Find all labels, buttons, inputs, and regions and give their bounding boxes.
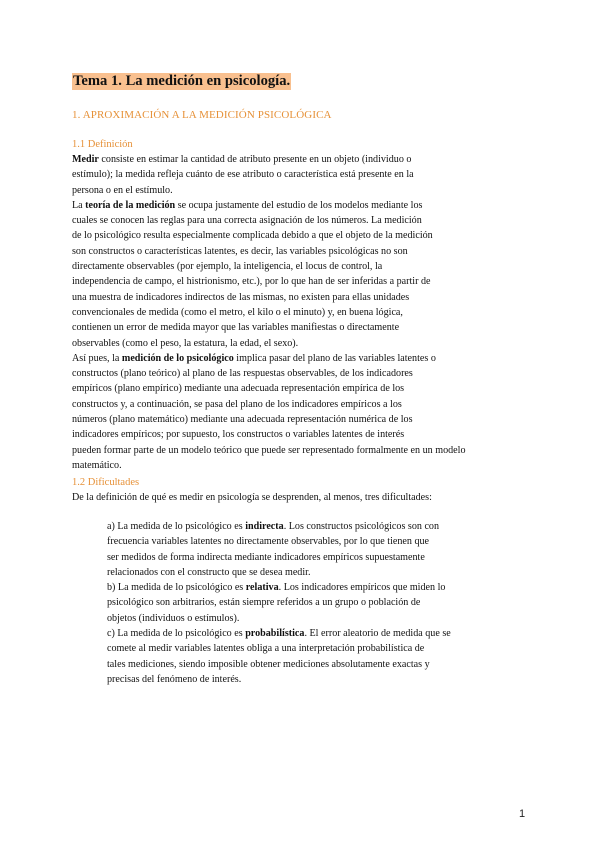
- text-span: implica pasar del plano de las variables latentes o: [233, 352, 436, 364]
- text-line: persona o en el estímulo.: [72, 184, 173, 196]
- text-span: b) La medida de lo psicológico es: [107, 582, 246, 594]
- bold-term: indirecta: [245, 521, 284, 532]
- text-line: ser medidos de forma indirecta mediante indicadores empíricos supuestamente: [107, 551, 425, 563]
- text-span: consiste en estimar la cantidad de atributo presente en un objeto (individuo o: [98, 154, 412, 165]
- text-line: comete al medir variables latentes obliga a una interpretación probabilística de: [107, 643, 425, 655]
- section-heading: 1. APROXIMACIÓN A LA MEDICIÓN PSICOLÓGICA: [72, 109, 332, 121]
- text-line: de lo psicológico resulta especialmente complicada debido a que el objeto de la medición: [72, 230, 433, 242]
- difficulties-intro: [72, 490, 532, 505]
- text-span: . Los indicadores empíricos que miden lo: [278, 582, 446, 594]
- text-line: tales mediciones, siendo imposible obtener mediciones absolutamente exactas y: [107, 658, 430, 670]
- text-line: [72, 198, 532, 213]
- text-span: Así pues, la: [72, 352, 122, 364]
- subsection-heading-difficulties: 1.2 Dificultades: [72, 477, 140, 488]
- definition-body: [72, 152, 532, 473]
- text-line: indicadores empíricos; por supuesto, los constructos o variables latentes de interés: [72, 429, 405, 441]
- bold-term: medición de lo psicológico: [121, 352, 234, 364]
- text-line: matemático.: [72, 459, 122, 471]
- text-line: De la definición de qué es medir en psicología se desprenden, al menos, tres dificultades:: [72, 492, 432, 503]
- text-line: psicológico son arbitrarios, están siempre referidos a un grupo o población de: [107, 597, 421, 609]
- text-line: constructos y, a continuación, se pasa del plano de los indicadores empíricos a los: [72, 398, 402, 410]
- text-line: relacionados con el constructo que se desea medir.: [107, 566, 311, 578]
- text-line: contienen un error de medida mayor que las variables manifiestas o directamente: [72, 322, 400, 334]
- text-line: convencionales de medida (como el metro, el kilo o el minuto) y, en buena lógica,: [72, 306, 403, 318]
- text-span: c) La medida de lo psicológico es: [107, 628, 246, 640]
- text-line: cuales se conocen las reglas para una correcta asignación de los números. La medición: [72, 215, 422, 227]
- text-line: observables (como el peso, la estatura, la edad, el sexo).: [72, 337, 299, 349]
- text-line: [72, 152, 532, 167]
- text-line: directamente observables (por ejemplo, la inteligencia, el locus de control, la: [72, 261, 383, 273]
- document-title: Tema 1. La medición en psicología.: [73, 73, 291, 89]
- bold-term: teoría de la medición: [85, 199, 176, 211]
- text-line: pueden formar parte de un modelo teórico que puede ser representado formalmente en un modelo: [72, 444, 466, 456]
- bold-term: Medir: [72, 154, 99, 165]
- text-line: estímulo); la medida refleja cuánto de ese atributo o característica está presente en la: [72, 169, 414, 181]
- bold-term: relativa: [245, 582, 279, 594]
- text-line: [72, 351, 532, 366]
- list-item-b: [107, 580, 507, 595]
- bold-term: probabilística: [245, 628, 305, 640]
- list-item-c: [107, 626, 507, 641]
- text-line: independencia de campo, el histrionismo, etc.), por lo que han de ser inferidas a partir de: [72, 276, 431, 288]
- text-span: se ocupa justamente del estudio de los modelos mediante los: [175, 199, 423, 211]
- list-item-a: [107, 519, 507, 534]
- text-line: objetos (individuos o estímulos).: [107, 612, 240, 624]
- text-line: empíricos (plano empírico) mediante una adecuada representación empírica de los: [72, 383, 405, 395]
- page-number: 1: [519, 808, 526, 820]
- text-line: precisas del fenómeno de interés.: [107, 673, 242, 685]
- text-line: son constructos o características latentes, es decir, las variables psicológicas no son: [72, 245, 408, 257]
- text-line: frecuencia variables latentes no directamente observables, por lo que tienen que: [107, 536, 430, 548]
- difficulties-list: [107, 519, 507, 687]
- text-span: . El error aleatorio de medida que se: [304, 628, 451, 640]
- text-line: constructos (plano teórico) al plano de las respuestas observables, de los indicadores: [72, 368, 413, 380]
- text-line: números (plano matemático) mediante una adecuada representación numérica de los: [72, 414, 413, 426]
- text-span: La: [72, 199, 86, 211]
- subsection-heading-definition: 1.1 Definición: [72, 139, 133, 150]
- text-span: . Los constructos psicológicos son con: [283, 521, 440, 532]
- text-span: a) La medida de lo psicológico es: [107, 521, 246, 532]
- text-line: una muestra de indicadores indirectos de las mismas, no existen para ellas unidades: [72, 291, 410, 303]
